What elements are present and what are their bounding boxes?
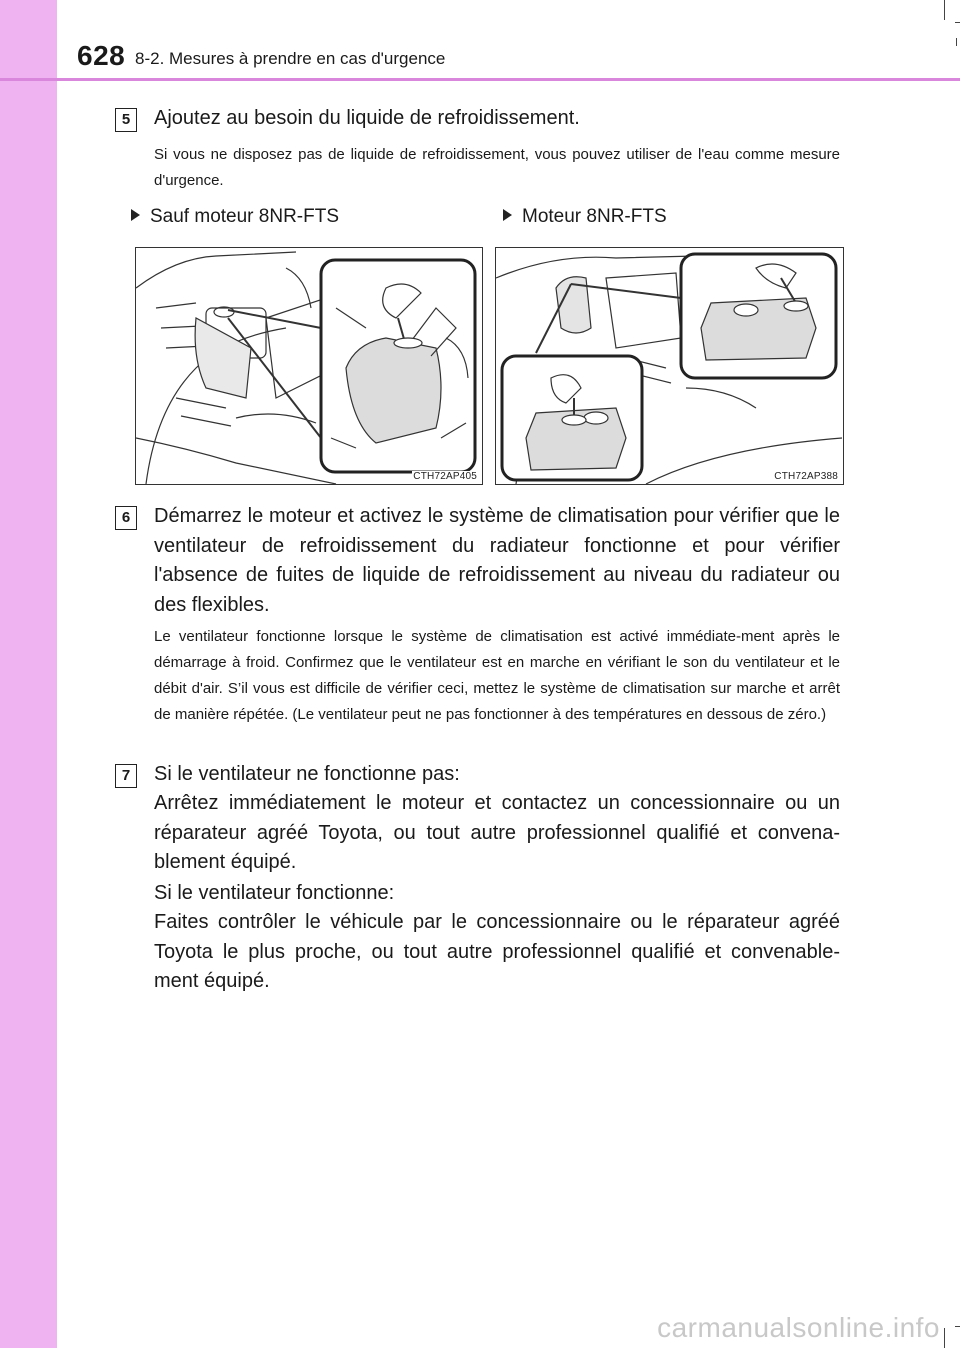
- step-6-instruction: Démarrez le moteur et activez le système de climatisation pour vérifier que le ventilateur de refroidissement du radiateur fonctionne et pour vérifier l'absence de fuites de liquide de refroidissement au niveau du radiateur ou des flexibles.: [154, 505, 840, 616]
- step-7-case-1-text: Arrêtez immédiatement le moteur et contactez un concessionnaire ou un réparateur agréé Toyota, ou tout autre professionnel qualifié et convena-blement équipé.: [154, 792, 840, 873]
- section-title: 8-2. Mesures à prendre en cas d'urgence: [135, 49, 446, 68]
- triangle-bullet-icon: [503, 209, 512, 221]
- crop-mark: [944, 0, 945, 20]
- coolant-reservoir-drawing: [136, 248, 482, 484]
- engine-bay-illustration-right: [495, 247, 844, 485]
- coolant-reservoir-drawing: [496, 248, 843, 484]
- crop-mark: [944, 1328, 945, 1348]
- chapter-sidebar-tab: [0, 0, 57, 1348]
- header-rule: [0, 78, 960, 81]
- watermark: carmanualsonline.info: [657, 1312, 940, 1343]
- figure-caption-right: [503, 205, 667, 229]
- crop-mark: [956, 38, 957, 46]
- figure-caption-text: Moteur 8NR-FTS: [522, 206, 667, 227]
- step-badge-7: 7: [115, 764, 137, 788]
- engine-bay-illustration-left: [135, 247, 483, 485]
- figure-caption-text: Sauf moteur 8NR-FTS: [150, 206, 339, 227]
- triangle-bullet-icon: [131, 209, 140, 221]
- step-7-case-2-heading: Si le ventilateur fonctionne:: [154, 882, 395, 904]
- step-5-instruction: Ajoutez au besoin du liquide de refroidissement.: [154, 107, 580, 129]
- page-number: 628: [77, 40, 126, 71]
- crop-mark: [955, 1326, 960, 1327]
- step-7-case-2-text: Faites contrôler le véhicule par le concessionnaire ou le réparateur agréé Toyota le plus proche, ou tout autre professionnel qualifié et convenable-ment équipé.: [154, 911, 840, 992]
- step-7-case-1-heading: Si le ventilateur ne fonctionne pas:: [154, 763, 460, 785]
- step-5-note: Si vous ne disposez pas de liquide de refroidissement, vous pouvez utiliser de l'eau comme mesure d'urgence.: [154, 146, 840, 189]
- figure-code: CTH72AP405: [413, 471, 477, 482]
- crop-mark: [955, 22, 960, 23]
- figure-caption-left: [131, 205, 339, 229]
- step-6-note: Le ventilateur fonctionne lorsque le système de climatisation est activé immédiate-ment après le démarrage à froid. Confirmez que le ventilateur est en marche en vérifiant le son du ventilateur et le débit d'air. S’il vous est difficile de vérifier ceci, mettez le système de climatisation sur marche et arrêt de manière répétée. (Le ventilateur peut ne pas fonctionner à des températures en dessous de zéro.): [154, 628, 840, 723]
- figure-code: CTH72AP388: [774, 471, 838, 482]
- step-badge-6: 6: [115, 506, 137, 530]
- step-badge-5: 5: [115, 108, 137, 132]
